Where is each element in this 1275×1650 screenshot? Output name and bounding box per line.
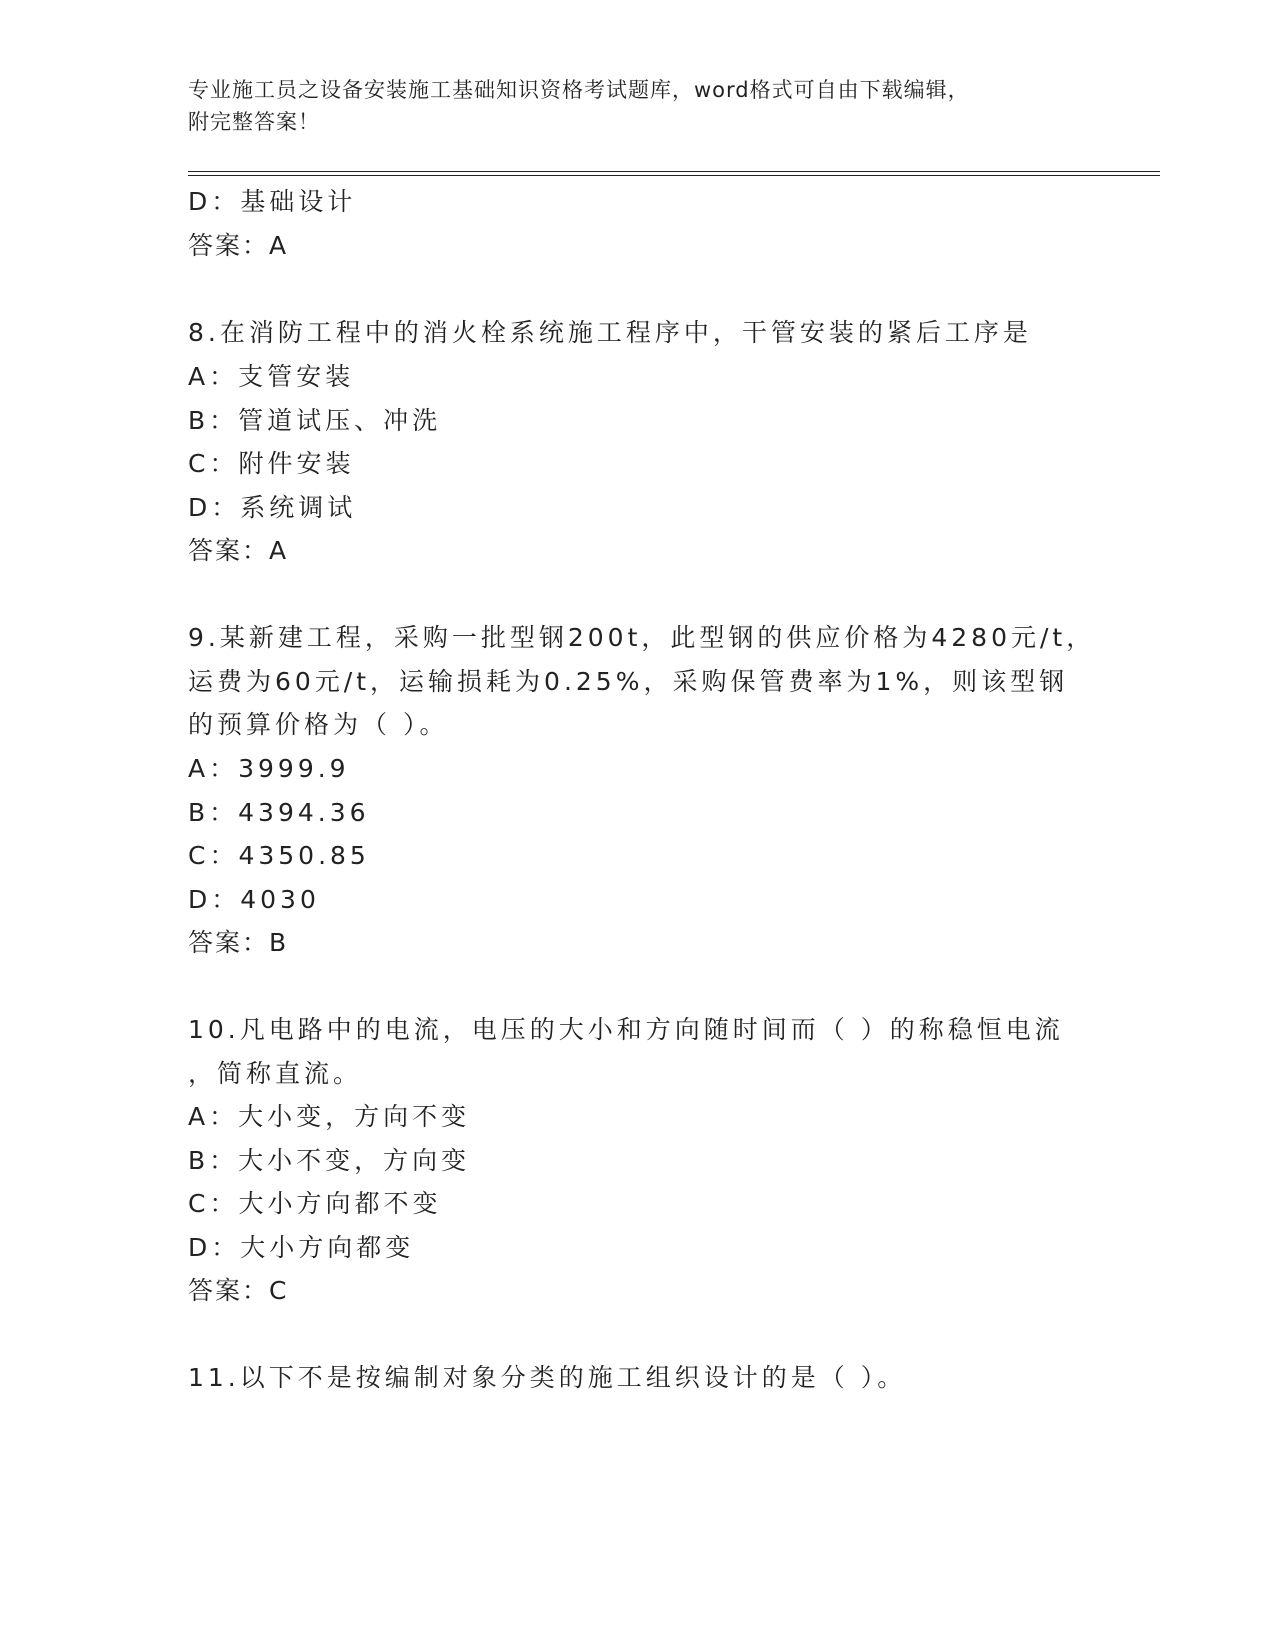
prev-answer: 答案：A bbox=[188, 231, 289, 260]
q11-stem: 11.以下不是按编制对象分类的施工组织设计的是（ ）。 bbox=[188, 1363, 907, 1392]
q8-option-c: C：附件安装 bbox=[188, 449, 355, 478]
q9-stem-line-3: 的预算价格为（ ）。 bbox=[188, 710, 449, 739]
header-divider-bottom bbox=[188, 175, 1160, 176]
prev-option-d: D：基础设计 bbox=[188, 187, 357, 216]
q10-stem-line-2: ，简称直流。 bbox=[188, 1059, 363, 1088]
q8-answer: 答案：A bbox=[188, 536, 289, 565]
q9-option-c: C：4350.85 bbox=[188, 841, 370, 870]
q10-option-b: B：大小不变，方向变 bbox=[188, 1146, 471, 1175]
q10-answer: 答案：C bbox=[188, 1276, 289, 1305]
q10-option-a: A：大小变，方向不变 bbox=[188, 1102, 471, 1131]
q8-option-b: B：管道试压、冲洗 bbox=[188, 406, 442, 435]
q9-answer: 答案：B bbox=[188, 928, 289, 957]
document-header bbox=[188, 74, 1088, 138]
q10-option-c: C：大小方向都不变 bbox=[188, 1189, 442, 1218]
q8-option-a: A：支管安装 bbox=[188, 362, 355, 391]
header-divider-top bbox=[188, 171, 1160, 172]
q10-option-d: D：大小方向都变 bbox=[188, 1233, 415, 1262]
q8-stem: 8.在消防工程中的消火栓系统施工程序中，干管安装的紧后工序是 bbox=[188, 318, 1032, 347]
q8-option-d: D：系统调试 bbox=[188, 493, 357, 522]
q9-option-d: D：4030 bbox=[188, 885, 320, 914]
q9-stem-line-2: 运费为60元/t，运输损耗为0.25%，采购保管费率为1%，则该型钢 bbox=[188, 667, 1069, 696]
header-line-1: 专业施工员之设备安装施工基础知识资格考试题库，word格式可自由下载编辑， bbox=[188, 78, 970, 102]
q9-option-a: A：3999.9 bbox=[188, 754, 350, 783]
q9-option-b: B：4394.36 bbox=[188, 798, 370, 827]
q10-stem-line-1: 10.凡电路中的电流，电压的大小和方向随时间而（ ）的称稳恒电流 bbox=[188, 1015, 1064, 1044]
q9-stem-line-1: 9.某新建工程，采购一批型钢200t，此型钢的供应价格为4280元/t， bbox=[188, 623, 1096, 652]
header-line-2: 附完整答案！ bbox=[188, 110, 320, 134]
